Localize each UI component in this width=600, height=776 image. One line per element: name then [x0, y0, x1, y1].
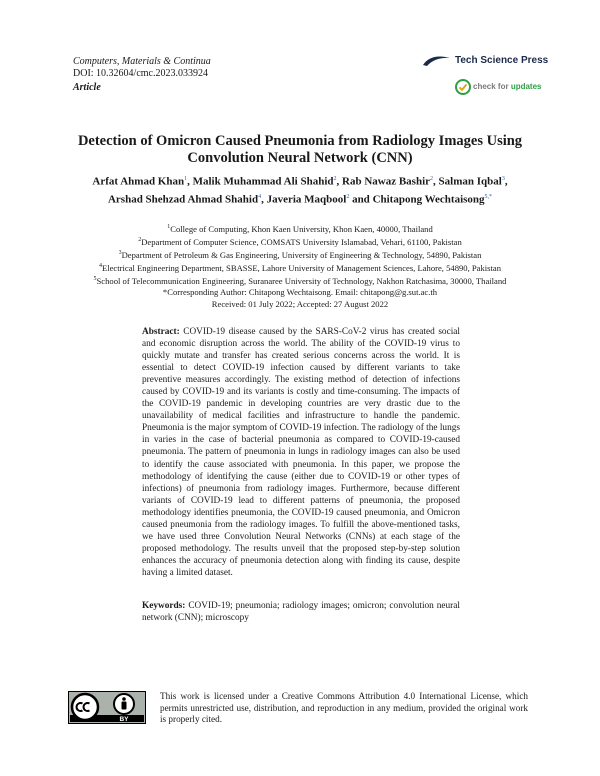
affiliation-line — [40, 261, 560, 274]
doi[interactable]: DOI: 10.32604/cmc.2023.033924 — [73, 68, 208, 79]
affiliation-text: Received: 01 July 2022; Accepted: 27 August 2022 — [211, 298, 389, 309]
abstract-label: Abstract: — [142, 327, 180, 337]
author-separator: , — [261, 193, 267, 206]
author-list — [70, 172, 530, 207]
author-affiliation-marker[interactable]: 5,* — [484, 193, 493, 200]
license-text: This work is licensed under a Creative Commons Attribution 4.0 International License, which permits unrestricted use, distribution, and reproduction in any medium, provided the original work is properly cited. — [160, 691, 528, 724]
cc-by-text: BY — [119, 716, 129, 723]
abstract-text: COVID-19 disease caused by the SARS-CoV-2 virus has created social and economic disruption across the world. The ability of the COVID-19 virus to quickly mutate and transfer has created serious concerns across the world. It is essential to detect COVID-19 infection caused by different variants to take preventive measures accordingly. The existing method of detection of infections caused by COVID-19 and its variants is costly and time-consuming. The impacts of the COVID-19 pandemic in developing countries are very drastic due to the unavailability of medical facilities and infrastructure to handle the pandemic. Pneumonia is the major symptom of COVID-19 infection. The radiology of the lungs in varies in the case of bacterial pneumonia as compared to COVID-19-caused pneumonia. The pattern of pneumonia in lungs in radiology images can also be used to identify the cause associated with pneumonia. In this paper, we propose the methodology of identifying the cause (either due to COVID-19 or other types of infections) of pneumonia from radiology images. Furthermore, because different variants of COVID-19 lead to different patterns of pneumonia, the proposed methodology identifies pneumonia, the COVID-19 caused pneumonia, and Omicron caused pneumonia from the radiology images. To fulfill the above-mentioned tasks, we have used three Convolution Neural Networks (CNNs) at each stage of the proposed methodology. The results unveil that the proposed step-by-step solution enhances the accuracy of pneumonia detection along with finding its cause, despite having a limited dataset. — [142, 327, 461, 578]
affiliation-marker: 2 — [138, 237, 142, 244]
author-affiliation-marker[interactable]: 2 — [333, 176, 337, 182]
affiliation-marker: 3 — [118, 250, 122, 257]
author-name[interactable]: Malik Muhammad Ali Shahid — [192, 175, 334, 188]
affiliation-text: Department of Computer Science, COMSATS University Islamabad, Vehari, 61100, Pakistan — [141, 236, 462, 247]
cc-by-icon — [68, 691, 146, 724]
author-name[interactable]: Salman Iqbal — [438, 175, 502, 188]
affiliation-list — [40, 222, 560, 310]
journal-name: Computers, Materials & Continua — [73, 56, 211, 67]
publisher-logo[interactable] — [421, 52, 549, 70]
author-name[interactable]: Chitapong Wechtaisong — [372, 193, 485, 206]
author-name[interactable]: Javeria Maqbool — [266, 193, 347, 206]
affiliation-line — [40, 299, 560, 310]
keywords-label: Keywords: — [142, 601, 186, 611]
author-affiliation-marker[interactable]: 1 — [184, 176, 188, 182]
publisher-name: Tech Science Press — [455, 55, 549, 66]
author-separator: and — [349, 193, 373, 206]
affiliation-line — [40, 287, 560, 298]
affiliation-marker: 4 — [98, 263, 102, 270]
author-affiliation-marker[interactable]: 2 — [346, 193, 350, 200]
check-for-updates-button[interactable] — [455, 79, 542, 95]
author-name[interactable]: Arshad Shehzad Ahmad Shahid — [107, 193, 259, 206]
author-name[interactable]: Rab Nawaz Bashir — [342, 175, 431, 188]
keywords-text: COVID-19; pneumonia; radiology images; omicron; convolution neural network (CNN); microscopy — [142, 601, 460, 624]
affiliation-line — [40, 222, 560, 235]
affiliation-line — [40, 235, 560, 248]
author-separator: , — [336, 175, 343, 188]
author-separator: , — [187, 175, 193, 188]
affiliation-text: Electrical Engineering Department, SBASSE, Lahore University of Management Sciences, Lahore, 54890, Pakistan — [101, 263, 502, 274]
author-separator: , — [433, 175, 439, 188]
author-affiliation-marker[interactable]: 2 — [430, 176, 434, 182]
publisher-swoosh-icon — [421, 55, 451, 68]
affiliation-text: Department of Petroleum & Gas Engineering, University of Engineering & Technology, 54890, Pakistan — [121, 249, 482, 260]
affiliation-text: *Corresponding Author: Chitapong Wechtaisong. Email: chitapong@g.sut.ac.th — [162, 287, 438, 298]
cc-by-badge[interactable] — [68, 691, 146, 724]
paper-title: Detection of Omicron Caused Pneumonia from Radiology Images Using Convolution Neural Network (CNN) — [77, 133, 523, 166]
author-affiliation-marker[interactable]: 4 — [258, 193, 262, 200]
affiliation-line — [40, 248, 560, 261]
abstract — [142, 326, 460, 579]
affiliation-marker: 5 — [93, 276, 97, 283]
affiliation-text: College of Computing, Khon Kaen University, Khon Kaen, 40000, Thailand — [170, 223, 433, 234]
article-type: Article — [73, 82, 101, 93]
affiliation-marker: 1 — [167, 224, 171, 230]
keywords — [142, 600, 460, 624]
author-name[interactable]: Arfat Ahmad Khan — [92, 175, 185, 188]
affiliation-line — [40, 274, 560, 287]
author-affiliation-marker[interactable]: 3 — [501, 176, 505, 182]
check-circle-icon — [455, 79, 471, 95]
affiliation-text: School of Telecommunication Engineering, Suranaree University of Technology, Nakhon Ratchasima, 30000, Thailand — [96, 276, 507, 287]
check-for-updates-label: check for updates — [473, 82, 542, 91]
author-separator: , — [504, 175, 508, 188]
